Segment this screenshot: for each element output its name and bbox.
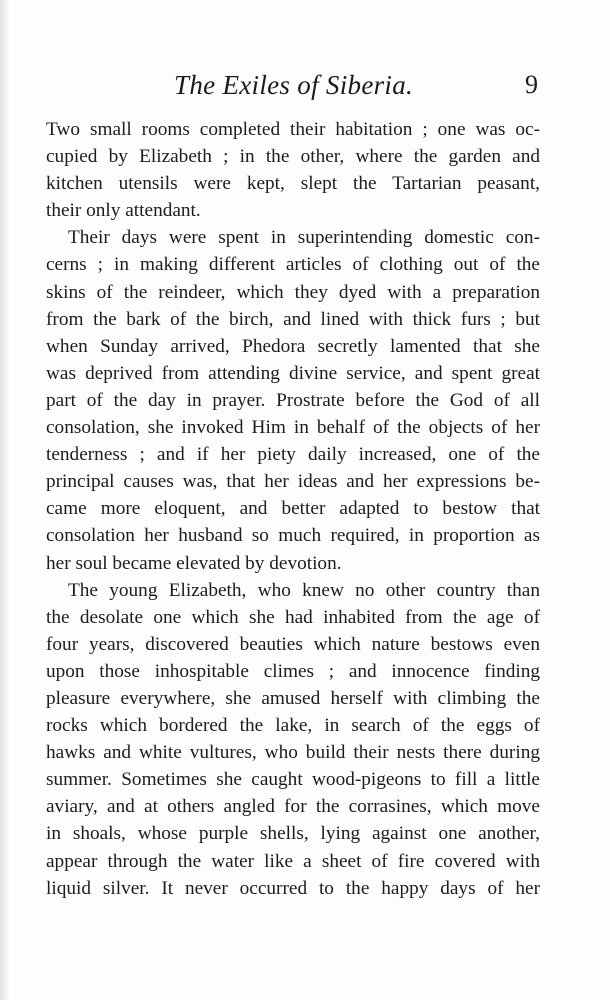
text-line: her soul became elevated by devotion. (46, 552, 342, 574)
text-line: pleasure everywhere, she amused herself with climbing the (46, 687, 540, 709)
text-line: Two small rooms completed their habitation ; one was oc- (46, 119, 540, 140)
page-gutter-shadow (0, 0, 10, 1000)
text-line: four years, discovered beauties which nature bestows even (46, 633, 540, 655)
running-head (46, 70, 542, 106)
page-number: 9 (525, 70, 538, 99)
text-line: tenderness ; and if her piety daily increased, one of the (46, 444, 540, 466)
text-line: principal causes was, that her ideas and her expressions be- (46, 471, 540, 493)
running-title: The Exiles of Siberia. (174, 70, 414, 100)
text-line: liquid silver. It never occurred to the happy days of her (46, 877, 540, 899)
text-line: part of the day in prayer. Prostrate before the God of all (46, 389, 540, 411)
text-line: cupied by Elizabeth ; in the other, where the garden and (46, 146, 540, 168)
text-line: consolation, she invoked Him in behalf of the objects of her (46, 417, 540, 439)
text-line: summer. Sometimes she caught wood-pigeons to fill a little (46, 769, 540, 791)
paragraph (46, 577, 540, 902)
text-line: kitchen utensils were kept, slept the Tartarian peasant, (46, 173, 540, 195)
text-line: hawks and white vultures, who build their nests there during (46, 742, 540, 764)
text-line: The young Elizabeth, who knew no other country than (68, 579, 540, 601)
paragraph (46, 116, 540, 224)
text-line: skins of the reindeer, which they dyed with a preparation (46, 281, 540, 303)
text-line: appear through the water like a sheet of fire covered with (46, 850, 540, 872)
text-line: Their days were spent in superintending domestic con- (68, 227, 540, 249)
text-line: the desolate one which she had inhabited from the age of (46, 606, 540, 628)
text-line: aviary, and at others angled for the corrasines, which move (46, 796, 540, 818)
text-line: upon those inhospitable climes ; and innocence finding (46, 660, 540, 682)
text-line: rocks which bordered the lake, in search of the eggs of (46, 715, 540, 737)
text-line: cerns ; in making different articles of clothing out of the (46, 254, 540, 276)
paragraph (46, 224, 540, 576)
text-line: from the bark of the birch, and lined with thick furs ; but (46, 308, 540, 330)
text-line: when Sunday arrived, Phedora secretly lamented that she (46, 335, 540, 357)
text-line: was deprived from attending divine service, and spent great (46, 362, 540, 384)
text-line: came more eloquent, and better adapted to bestow that (46, 498, 540, 520)
text-line: their only attendant. (46, 200, 201, 222)
text-line: in shoals, whose purple shells, lying against one another, (46, 823, 540, 845)
body-text (46, 116, 540, 902)
text-line: consolation her husband so much required, in proportion as (46, 525, 540, 547)
